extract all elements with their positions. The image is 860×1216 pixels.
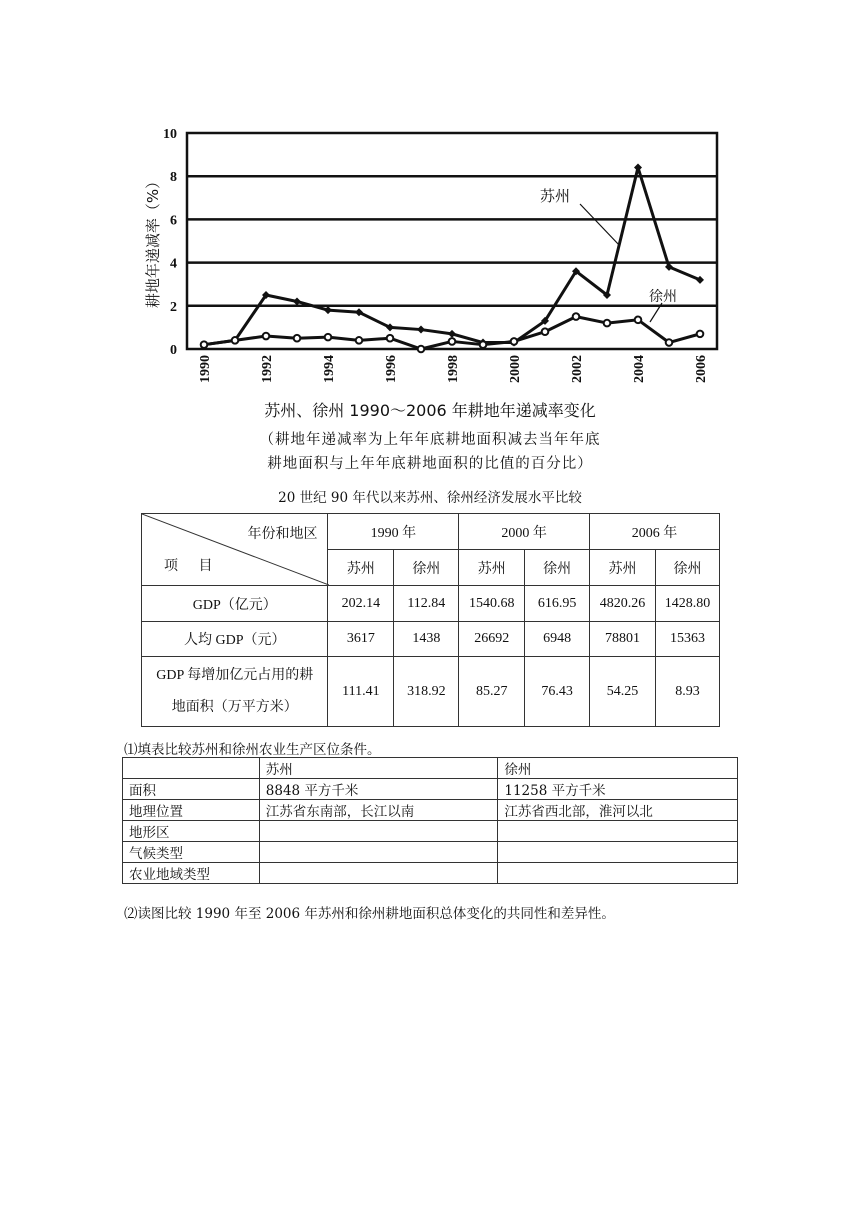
data-point [542, 328, 549, 335]
suzhou-label-leader [580, 204, 620, 246]
table-cell: 318.92 [394, 657, 459, 727]
question-1: ⑴填表比较苏州和徐州农业生产区位条件。 [124, 742, 381, 758]
series-line-0 [204, 168, 700, 345]
row-label-per-capita-gdp: 人均 GDP（元） [142, 622, 328, 657]
table-cell: 江苏省东南部，长江以南 [259, 800, 498, 821]
region-header: 苏州 [328, 550, 394, 586]
answer-cell-suzhou-agriculture[interactable] [259, 863, 498, 884]
column-header-suzhou: 苏州 [259, 758, 498, 779]
row-label-terrain: 地形区 [123, 821, 260, 842]
x-tick-labels [198, 355, 709, 383]
table-cell: 15363 [656, 622, 720, 657]
data-point [449, 338, 456, 345]
suzhou-series-label: 苏州 [540, 187, 571, 205]
data-point [635, 317, 642, 324]
diagonal-header-cell [142, 514, 328, 586]
row-label-area: 面积 [123, 779, 260, 800]
data-point [325, 334, 332, 341]
data-point [697, 331, 704, 338]
table-row [123, 863, 738, 884]
chart-caption: 苏州、徐州 1990～2006 年耕地年递减率变化 [264, 401, 596, 420]
table-row [123, 842, 738, 863]
row-label-gdp: GDP（亿元） [142, 586, 328, 622]
answer-cell-xuzhou-agriculture[interactable] [498, 863, 738, 884]
table-cell: 8848 平方千米 [259, 779, 498, 800]
chart-note-line-2: 耕地面积与上年年底耕地面积的比值的百分比） [267, 456, 593, 472]
region-header: 徐州 [525, 550, 590, 586]
y-tick-label: 8 [170, 170, 177, 186]
data-point [232, 337, 239, 344]
table-cell: 111.41 [328, 657, 394, 727]
region-header: 徐州 [656, 550, 720, 586]
table-cell: 616.95 [525, 586, 590, 622]
header-year-region: 年份和地区 [247, 527, 318, 542]
data-point [387, 335, 394, 342]
header-item: 项 目 [164, 559, 214, 574]
table-cell: 202.14 [328, 586, 394, 622]
answer-cell-suzhou-climate[interactable] [259, 842, 498, 863]
table-row [142, 622, 720, 657]
data-point [293, 297, 301, 305]
table-cell: 76.43 [525, 657, 590, 727]
data-point [263, 333, 270, 340]
question-2: ⑵读图比较 1990 年至 2006 年苏州和徐州耕地面积总体变化的共同性和差异性。 [124, 906, 615, 922]
row-label-location: 地理位置 [123, 800, 260, 821]
column-header-xuzhou: 徐州 [498, 758, 738, 779]
table-row [142, 657, 720, 727]
table-cell: 1428.80 [656, 586, 720, 622]
table-row [142, 586, 720, 622]
series-layer [200, 164, 704, 353]
table-row [123, 779, 738, 800]
data-point [573, 313, 580, 320]
region-header: 徐州 [394, 550, 459, 586]
table-cell: 6948 [525, 622, 590, 657]
y-tick-label: 2 [170, 299, 177, 315]
x-tick-label: 1996 [384, 355, 399, 383]
data-point [604, 320, 611, 327]
table-cell: 26692 [459, 622, 525, 657]
year-header-2000: 2000 年 [459, 514, 590, 550]
data-point [294, 335, 301, 342]
year-header-1990: 1990 年 [328, 514, 459, 550]
table-cell: 3617 [328, 622, 394, 657]
data-point [665, 263, 673, 271]
table-cell: 4820.26 [590, 586, 656, 622]
table-cell: 8.93 [656, 657, 720, 727]
economy-comparison-table [141, 513, 720, 727]
row-label-agriculture-type: 农业地域类型 [123, 863, 260, 884]
x-tick-label: 1998 [446, 355, 461, 383]
y-tick-label: 0 [170, 343, 177, 358]
y-tick-labels [163, 127, 177, 358]
region-header: 苏州 [590, 550, 656, 586]
table-cell [123, 758, 260, 779]
table-cell: 1438 [394, 622, 459, 657]
data-point [324, 306, 332, 314]
table-row [123, 758, 738, 779]
data-point [511, 338, 518, 345]
data-point [418, 346, 425, 353]
x-tick-label: 2006 [694, 355, 709, 383]
data-point [448, 330, 456, 338]
data-point [666, 339, 673, 346]
x-tick-label: 2002 [570, 355, 585, 383]
data-point [356, 337, 363, 344]
chart-note-line-1: （耕地年递减率为上年年底耕地面积减去当年年底 [259, 432, 601, 448]
table-cell: 江苏省西北部，淮河以北 [498, 800, 738, 821]
y-tick-label: 10 [163, 127, 177, 142]
location-conditions-table [122, 757, 738, 884]
table-row [123, 821, 738, 842]
line-chart [0, 0, 860, 400]
data-point [480, 341, 487, 348]
x-tick-label: 2004 [632, 355, 647, 383]
year-header-2006: 2006 年 [590, 514, 720, 550]
data-point [696, 276, 704, 284]
y-axis-label: 耕地年递减率（%） [144, 173, 162, 309]
table-cell: 85.27 [459, 657, 525, 727]
answer-cell-xuzhou-terrain[interactable] [498, 821, 738, 842]
data-point [417, 326, 425, 334]
table-cell: 11258 平方千米 [498, 779, 738, 800]
x-tick-label: 1990 [198, 355, 213, 383]
x-tick-label: 1992 [260, 355, 275, 383]
table-cell: 78801 [590, 622, 656, 657]
y-tick-label: 4 [170, 256, 177, 272]
x-tick-label: 1994 [322, 355, 337, 383]
row-label-climate: 气候类型 [123, 842, 260, 863]
y-tick-label: 6 [170, 213, 177, 229]
xuzhou-series-label: 徐州 [649, 289, 677, 305]
table-cell: 54.25 [590, 657, 656, 727]
table-row [123, 800, 738, 821]
row-label-line-1: GDP 每增加亿元占用的耕 [156, 667, 314, 683]
row-label-land-per-gdp [142, 657, 328, 727]
table-cell: 1540.68 [459, 586, 525, 622]
table-cell: 112.84 [394, 586, 459, 622]
table1-title: 20 世纪 90 年代以来苏州、徐州经济发展水平比较 [278, 490, 582, 506]
grid-lines [187, 176, 717, 306]
answer-cell-suzhou-terrain[interactable] [259, 821, 498, 842]
x-tick-label: 2000 [508, 355, 523, 383]
data-point [634, 164, 642, 172]
answer-cell-xuzhou-climate[interactable] [498, 842, 738, 863]
data-point [201, 341, 208, 348]
row-label-line-2: 地面积（万平方米） [171, 699, 298, 715]
region-header: 苏州 [459, 550, 525, 586]
